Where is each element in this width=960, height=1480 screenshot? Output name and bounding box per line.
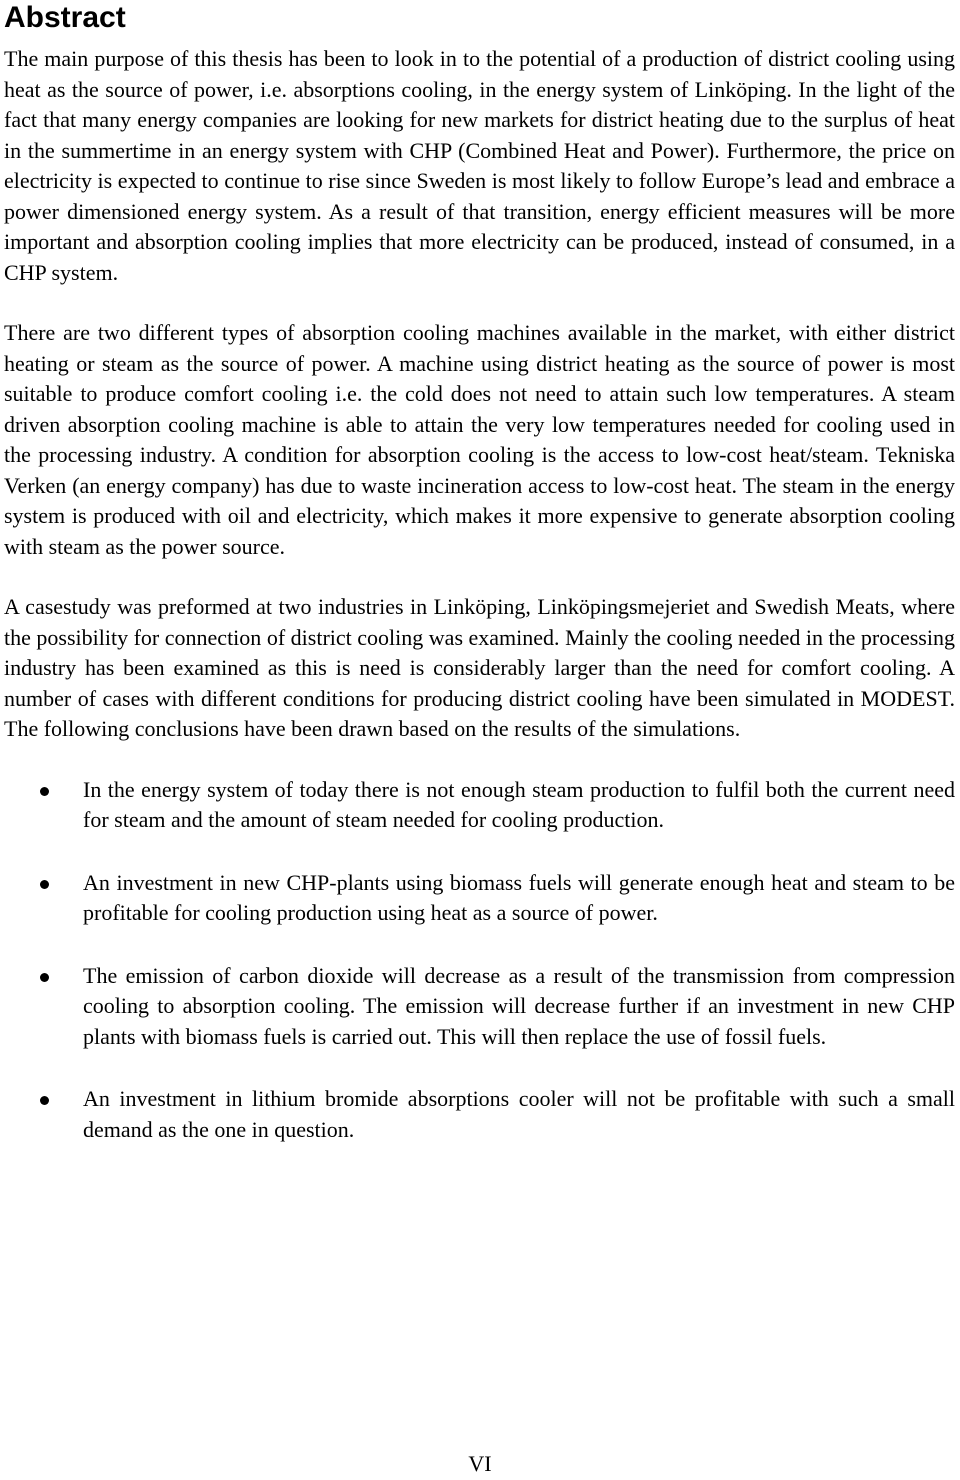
list-item (4, 1084, 955, 1145)
bullet-icon (40, 880, 49, 889)
bullet-icon (40, 787, 49, 796)
bullet-icon (40, 973, 49, 982)
list-item-text: An investment in lithium bromide absorptions cooler will not be profitable with such a small demand as the one in question. (83, 1086, 955, 1142)
page-title: Abstract (4, 1, 126, 34)
conclusions-list (4, 775, 955, 1146)
paragraph-gap (4, 288, 955, 318)
list-item (4, 961, 955, 1053)
paragraph-machine-types: There are two different types of absorption cooling machines available in the market, with either district heating or steam as the source of power. A machine using district heating as the source of power is most suitable to produce comfort cooling i.e. the cold does not need to attain such low temperatures. A steam driven absorption cooling machine is able to attain the very low temperatures needed for cooling used in the processing industry. A condition for absorption cooling is the access to low-cost heat/steam. Tekniska Verken (an energy company) has due to waste incineration access to low-cost heat. The steam in the energy system is produced with oil and electricity, which makes it more expensive to generate absorption cooling with steam as the power source. (4, 320, 955, 559)
list-item (4, 775, 955, 836)
page-number: VI (468, 1451, 492, 1476)
paragraph-casestudy: A casestudy was preformed at two industries in Linköping, Linköpingsmejeriet and Swedish Meats, where the possibility for connection of district cooling was examined. Mainly the cooling needed in the processing industry has been examined as this is need is considerably larger than the need for comfort cooling. A number of cases with different conditions for producing district cooling have been simulated in MODEST. The following conclusions have been drawn based on the results of the simulations. (4, 594, 955, 741)
list-item-text: In the energy system of today there is not enough steam production to fulfil both the current need for steam and the amount of steam needed for cooling production. (83, 776, 955, 832)
list-item-text: The emission of carbon dioxide will decrease as a result of the transmission from compression cooling to absorption cooling. The emission will decrease further if an investment in new CHP plants with biomass fuels is carried out. This will then replace the use of fossil fuels. (83, 962, 955, 1049)
list-item-text: An investment in new CHP-plants using biomass fuels will generate enough heat and steam to be profitable for cooling production using heat as a source of power. (83, 869, 955, 925)
document-page (4, 0, 955, 1177)
paragraph-purpose: The main purpose of this thesis has been to look in to the potential of a production of district cooling using heat as the source of power, i.e. absorptions cooling, in the energy system of Linköping. In the light of the fact that many energy companies are looking for new markets for district heating due to the surplus of heat in the summertime in an energy system with CHP (Combined Heat and Power). Furthermore, the price on electricity is expected to continue to rise since Sweden is most likely to follow Europe’s lead and embrace a power dimensioned energy system. As a result of that transition, energy efficient measures will be more important and absorption cooling implies that more electricity can be produced, instead of consumed, in a CHP system. (4, 46, 955, 285)
paragraph-gap (4, 562, 955, 592)
list-item (4, 868, 955, 929)
bullet-icon (40, 1096, 49, 1105)
